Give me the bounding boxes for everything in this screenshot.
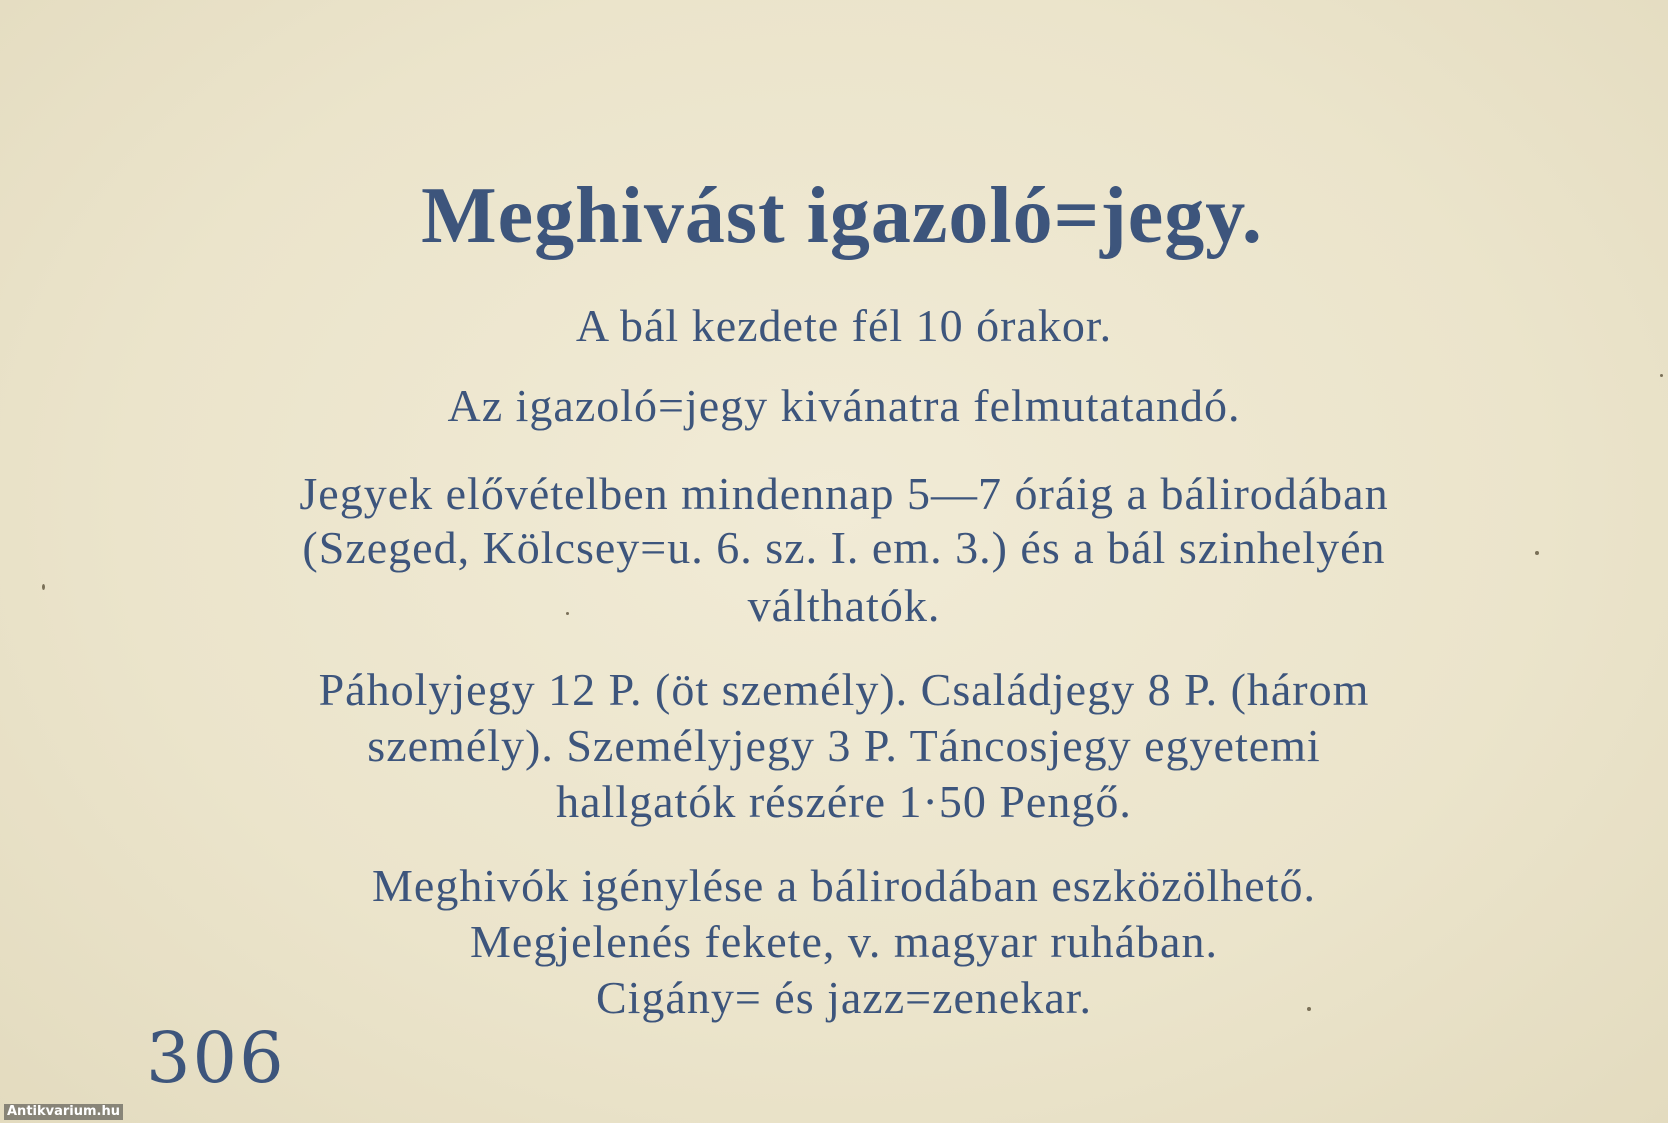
presale-line-2: (Szeged, Kölcsey=u. 6. sz. I. em. 3.) és a bál szinhelyén [302, 522, 1386, 573]
band-line: Cigány= és jazz=zenekar. [595, 972, 1093, 1023]
prices-line-3: hallgatók részére 1·50 Pengő. [556, 776, 1132, 827]
presale-line-3: válthatók. [747, 580, 941, 631]
paper-speck [1307, 1007, 1311, 1011]
paper-speck [42, 584, 45, 590]
ticket-title: Meghivást igazoló=jegy. [421, 172, 1263, 260]
presale-line-1: Jegyek elővételben mindennap 5—7 óráig a bálirodában [299, 468, 1389, 519]
ball-start-line: A bál kezdete fél 10 órakor. [575, 300, 1113, 351]
prices-line-1: Páholyjegy 12 P. (öt személy). Családjegy 8 P. (három [318, 664, 1370, 715]
show-ticket-line: Az igazoló=jegy kivánatra felmutatandó. [447, 380, 1241, 431]
paper-speck [1535, 551, 1539, 555]
paper-speck [1660, 374, 1663, 377]
watermark: Antikvarium.hu [4, 1104, 123, 1120]
ticket-number: 306 [146, 1017, 286, 1099]
invitation-line: Meghivók igénylése a bálirodában eszközölhető. [372, 860, 1316, 911]
paper-speck [566, 612, 569, 615]
prices-line-2: személy). Személyjegy 3 P. Táncosjegy egyetemi [367, 720, 1321, 771]
dress-code-line: Megjelenés fekete, v. magyar ruhában. [470, 916, 1218, 967]
